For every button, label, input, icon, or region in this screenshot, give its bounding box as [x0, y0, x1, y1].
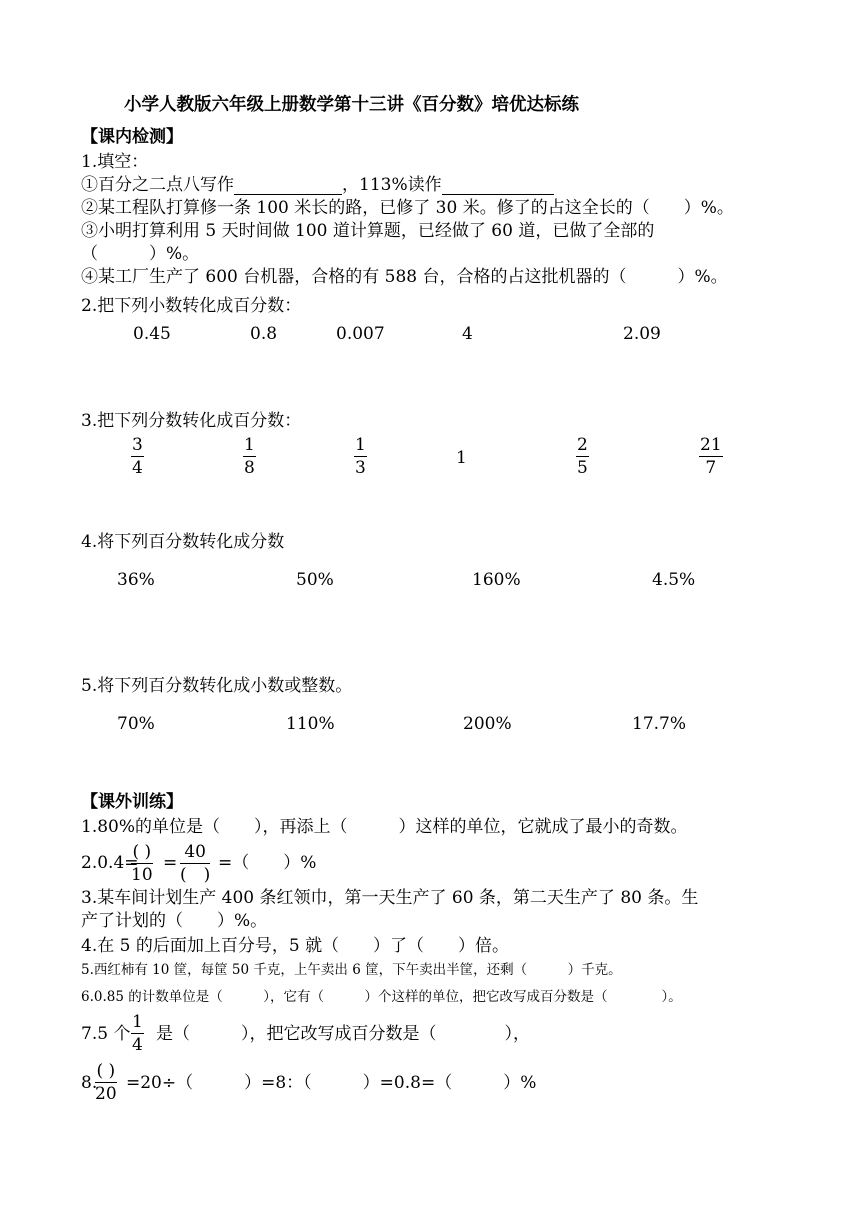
question-3-heading: 3.把下列分数转化成百分数：	[81, 411, 302, 431]
exercise-1: 1.80%的单位是（ ），再添上（ ）这样的单位，它就成了最小的奇数。	[81, 817, 688, 837]
exercise-2-prefix: 2.0.4=	[81, 853, 139, 873]
fraction-item	[354, 437, 367, 477]
fraction-item	[131, 1014, 144, 1054]
fraction-numerator: 1	[244, 435, 255, 455]
question-1c-line-2: （ ）%。	[81, 244, 200, 264]
fraction-denominator: 4	[132, 458, 143, 478]
question-1c-line-1: ③小明打算利用 5 天时间做 100 道计算题，已经做了 60 道，已做了全部的	[81, 221, 655, 241]
fraction-item	[95, 1063, 117, 1103]
exercise-3-line-2: 产了计划的（ ）%。	[81, 911, 268, 931]
question-1b: ②某工程队打算修一条 100 米长的路，已修了 30 米。修了的占这全长的（ ）%。	[81, 198, 734, 218]
fraction-item	[243, 437, 256, 477]
percent-item: 17.7%	[632, 714, 687, 734]
percent-item: 160%	[472, 570, 521, 590]
decimal-item: 0.8	[250, 324, 278, 344]
fraction-denominator: 4	[132, 1035, 143, 1055]
question-1d: ④某工厂生产了 600 台机器，合格的有 588 台，合格的占这批机器的（ ）%。	[81, 267, 728, 287]
fraction-item	[180, 844, 210, 884]
percent-item: 36%	[117, 570, 155, 590]
whole-number-item: 1	[456, 448, 467, 468]
question-1a-text-1: ①百分之二点八写作	[81, 175, 234, 195]
fraction-denominator: 20	[95, 1084, 117, 1104]
question-1a-text-2: ，113%读作	[342, 175, 442, 195]
question-5-heading: 5.将下列百分数转化成小数或整数。	[81, 676, 353, 696]
exercise-7-suffix: 是（ ），把它改写成百分数是（ ），	[156, 1024, 530, 1044]
fraction-numerator: 40	[180, 844, 210, 864]
percent-item: 110%	[286, 714, 335, 734]
fraction-numerator: ( )	[132, 842, 152, 862]
fraction-numerator: 1	[355, 435, 366, 455]
fraction-denominator: 7	[705, 458, 717, 478]
fraction-numerator: 21	[700, 435, 722, 455]
decimal-item: 2.09	[623, 324, 661, 344]
percent-item: 50%	[296, 570, 334, 590]
answer-blank[interactable]	[442, 177, 554, 195]
fraction-denominator: 5	[577, 458, 588, 478]
fraction-numerator: ( )	[96, 1061, 116, 1081]
fraction-item	[699, 437, 723, 477]
exercise-3-line-1: 3.某车间计划生产 400 条红领巾，第一天生产了 60 条，第二天生产了 80 条。生	[81, 888, 699, 908]
question-1-heading: 1.填空：	[81, 152, 149, 172]
question-4-heading: 4.将下列百分数转化成分数	[81, 532, 285, 552]
exercise-7-prefix: 7.5 个	[81, 1024, 131, 1044]
percent-item: 200%	[463, 714, 512, 734]
exercise-4: 4.在 5 的后面加上百分号，5 就（ ）了（ ）倍。	[81, 936, 510, 956]
equals-sign: =	[163, 853, 178, 873]
exercise-6: 6.0.85 的计数单位是（ ），它有（ ）个这样的单位，把它改写成百分数是（ ）。	[81, 989, 682, 1005]
exercise-8-prefix: 8.	[81, 1073, 98, 1093]
question-1a	[81, 177, 554, 195]
fraction-denominator: 3	[355, 458, 366, 478]
decimal-item: 0.45	[133, 324, 171, 344]
question-2-heading: 2.把下列小数转化成百分数：	[81, 296, 302, 316]
fraction-item	[131, 844, 153, 884]
fraction-numerator: 3	[132, 435, 143, 455]
exercise-2-suffix: =（ ）%	[218, 853, 317, 873]
fraction-numerator: 2	[577, 435, 588, 455]
fraction-item	[576, 437, 589, 477]
page-title: 小学人教版六年级上册数学第十三讲《百分数》培优达标练	[124, 95, 579, 115]
fraction-denominator: ( )	[180, 865, 211, 885]
fraction-numerator: 1	[132, 1012, 143, 1032]
fraction-denominator: 10	[131, 865, 153, 885]
exercise-5: 5.西红柿有 10 筐，每筐 50 千克，上午卖出 6 筐，下午卖出半筐，还剩（ ）千克。	[81, 962, 622, 978]
exercise-8-suffix: =20÷（ ）=8：（ ）=0.8=（ ）%	[126, 1073, 537, 1093]
fraction-denominator: 8	[244, 458, 255, 478]
fraction-item	[131, 437, 144, 477]
percent-item: 4.5%	[652, 570, 696, 590]
section-heading-out-class: 【课外训练】	[81, 792, 183, 812]
percent-item: 70%	[117, 714, 155, 734]
decimal-item: 4	[462, 324, 473, 344]
section-heading-in-class: 【课内检测】	[81, 127, 183, 147]
decimal-item: 0.007	[336, 324, 385, 344]
answer-blank[interactable]	[234, 177, 342, 195]
